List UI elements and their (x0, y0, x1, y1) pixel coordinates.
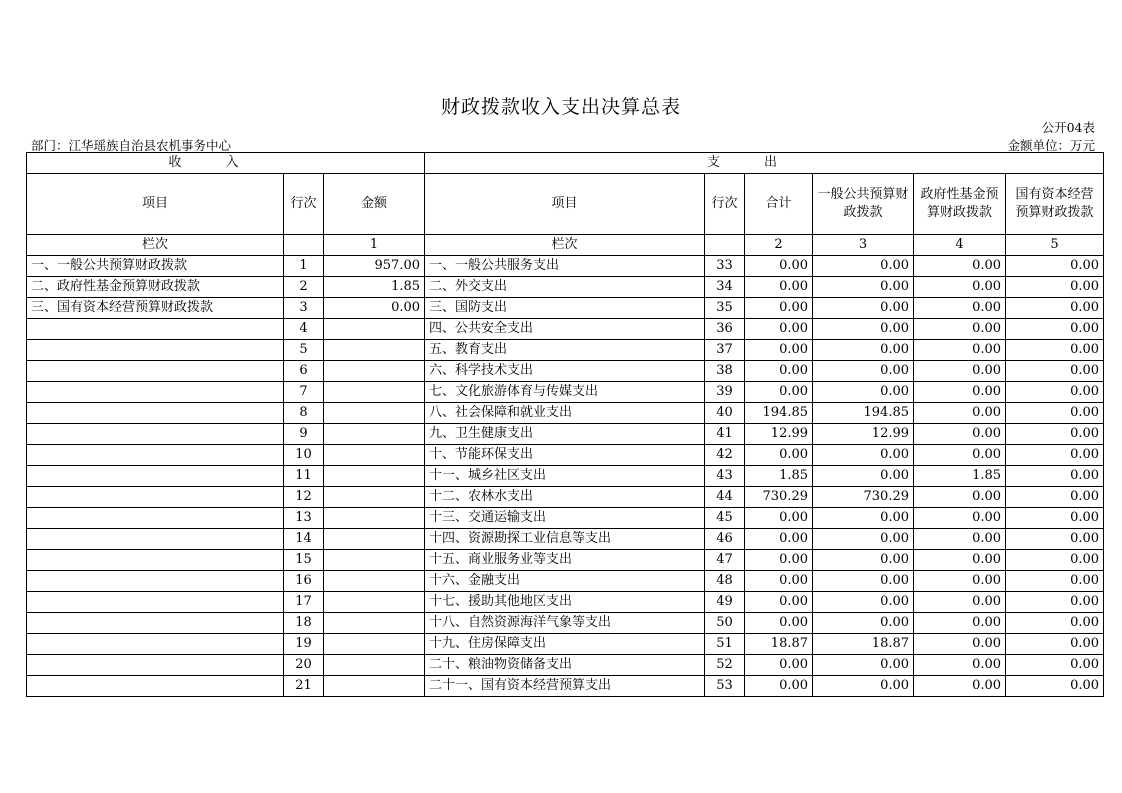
income-item-cell (27, 529, 284, 550)
expense-line-no-cell: 36 (705, 319, 745, 340)
expense-gov-fund-cell: 0.00 (914, 571, 1006, 592)
income-item-cell (27, 508, 284, 529)
expense-gov-fund-cell: 0.00 (914, 592, 1006, 613)
expense-general-budget-cell: 0.00 (813, 655, 914, 676)
expense-total-cell: 0.00 (745, 382, 813, 403)
income-line-no-cell: 16 (284, 571, 324, 592)
table-row (27, 676, 1104, 697)
income-line-no-cell: 3 (284, 298, 324, 319)
income-item-cell (27, 340, 284, 361)
header-item: 项目 (27, 174, 284, 235)
income-amount-cell (324, 571, 425, 592)
table-row (27, 319, 1104, 340)
income-item-cell: 二、政府性基金预算财政拨款 (27, 277, 284, 298)
income-item-cell (27, 487, 284, 508)
expense-general-budget-cell: 0.00 (813, 613, 914, 634)
table-row (27, 424, 1104, 445)
income-amount-cell (324, 466, 425, 487)
expense-gov-fund-cell: 1.85 (914, 466, 1006, 487)
income-item-cell (27, 550, 284, 571)
expense-item-cell: 十、节能环保支出 (425, 445, 705, 466)
expense-general-budget-cell: 0.00 (813, 277, 914, 298)
expense-line-no-cell: 41 (705, 424, 745, 445)
expense-item-cell: 十二、农林水支出 (425, 487, 705, 508)
expense-item-cell: 十一、城乡社区支出 (425, 466, 705, 487)
header-state-capital: 国有资本经营预算财政拨款 (1006, 174, 1104, 235)
expense-general-budget-cell: 0.00 (813, 340, 914, 361)
expense-item-cell: 一、一般公共服务支出 (425, 256, 705, 277)
expense-state-capital-cell: 0.00 (1006, 613, 1104, 634)
table-row (27, 445, 1104, 466)
expense-gov-fund-cell: 0.00 (914, 445, 1006, 466)
col-index-label-left: 栏次 (27, 235, 284, 256)
expense-gov-fund-cell: 0.00 (914, 319, 1006, 340)
expense-state-capital-cell: 0.00 (1006, 655, 1104, 676)
expense-general-budget-cell: 194.85 (813, 403, 914, 424)
income-line-no-cell: 10 (284, 445, 324, 466)
expense-item-cell: 五、教育支出 (425, 340, 705, 361)
income-amount-cell (324, 382, 425, 403)
income-item-cell (27, 592, 284, 613)
expense-total-cell: 0.00 (745, 361, 813, 382)
expense-gov-fund-cell: 0.00 (914, 529, 1006, 550)
expense-item-cell: 九、卫生健康支出 (425, 424, 705, 445)
expense-state-capital-cell: 0.00 (1006, 676, 1104, 697)
table-row (27, 403, 1104, 424)
expense-line-no-cell: 34 (705, 277, 745, 298)
expense-general-budget-cell: 0.00 (813, 592, 914, 613)
expense-total-cell: 194.85 (745, 403, 813, 424)
income-amount-cell (324, 655, 425, 676)
income-amount-cell (324, 487, 425, 508)
unit-label: 金额单位：万元 (1007, 138, 1095, 153)
header-gov-fund: 政府性基金预算财政拨款 (914, 174, 1006, 235)
expense-line-no-cell: 52 (705, 655, 745, 676)
income-amount-cell (324, 634, 425, 655)
expense-item-cell: 四、公共安全支出 (425, 319, 705, 340)
expense-general-budget-cell: 0.00 (813, 571, 914, 592)
table-row (27, 256, 1104, 277)
expense-gov-fund-cell: 0.00 (914, 613, 1006, 634)
expense-state-capital-cell: 0.00 (1006, 361, 1104, 382)
expense-state-capital-cell: 0.00 (1006, 634, 1104, 655)
income-line-no-cell: 1 (284, 256, 324, 277)
income-amount-cell (324, 403, 425, 424)
expense-total-cell: 0.00 (745, 529, 813, 550)
col-index-empty (284, 235, 324, 256)
income-item-cell (27, 424, 284, 445)
expense-item-cell: 七、文化旅游体育与传媒支出 (425, 382, 705, 403)
income-item-cell: 一、一般公共预算财政拨款 (27, 256, 284, 277)
header-item2: 项目 (425, 174, 705, 235)
col-index-5: 5 (1006, 235, 1104, 256)
expense-state-capital-cell: 0.00 (1006, 256, 1104, 277)
expense-total-cell: 0.00 (745, 340, 813, 361)
expense-line-no-cell: 46 (705, 529, 745, 550)
income-line-no-cell: 2 (284, 277, 324, 298)
table-row (27, 361, 1104, 382)
income-item-cell (27, 466, 284, 487)
expense-total-cell: 0.00 (745, 277, 813, 298)
income-amount-cell (324, 319, 425, 340)
table-row (27, 655, 1104, 676)
expense-line-no-cell: 50 (705, 613, 745, 634)
expense-item-cell: 八、社会保障和就业支出 (425, 403, 705, 424)
expense-item-cell: 十八、自然资源海洋气象等支出 (425, 613, 705, 634)
income-amount-cell (324, 424, 425, 445)
income-item-cell (27, 613, 284, 634)
expense-total-cell: 0.00 (745, 445, 813, 466)
expense-gov-fund-cell: 0.00 (914, 277, 1006, 298)
expense-line-no-cell: 48 (705, 571, 745, 592)
expense-gov-fund-cell: 0.00 (914, 655, 1006, 676)
expense-item-cell: 二十一、国有资本经营预算支出 (425, 676, 705, 697)
expense-total-cell: 0.00 (745, 256, 813, 277)
income-line-no-cell: 17 (284, 592, 324, 613)
income-amount-cell (324, 676, 425, 697)
expense-line-no-cell: 35 (705, 298, 745, 319)
col-index-empty (705, 235, 745, 256)
expense-line-no-cell: 51 (705, 634, 745, 655)
col-index-label-right: 栏次 (425, 235, 705, 256)
expense-state-capital-cell: 0.00 (1006, 466, 1104, 487)
header-general-budget: 一般公共预算财政拨款 (813, 174, 914, 235)
income-amount-cell (324, 592, 425, 613)
expense-general-budget-cell: 0.00 (813, 298, 914, 319)
expense-general-budget-cell: 0.00 (813, 361, 914, 382)
income-amount-cell (324, 508, 425, 529)
expense-total-cell: 0.00 (745, 319, 813, 340)
income-line-no-cell: 13 (284, 508, 324, 529)
table-row (27, 634, 1104, 655)
expense-general-budget-cell: 0.00 (813, 256, 914, 277)
income-amount-cell (324, 529, 425, 550)
table-row (27, 613, 1104, 634)
income-item-cell (27, 676, 284, 697)
expense-general-budget-cell: 18.87 (813, 634, 914, 655)
section-expense: 支出 (425, 153, 1104, 174)
expense-total-cell: 18.87 (745, 634, 813, 655)
expense-state-capital-cell: 0.00 (1006, 592, 1104, 613)
report-title: 财政拨款收入支出决算总表 (440, 96, 681, 118)
income-amount-cell: 0.00 (324, 298, 425, 319)
expense-total-cell: 1.85 (745, 466, 813, 487)
expense-line-no-cell: 37 (705, 340, 745, 361)
table-row (27, 571, 1104, 592)
expense-gov-fund-cell: 0.00 (914, 487, 1006, 508)
section-income: 收入 (27, 153, 425, 174)
column-index-row (27, 235, 1104, 256)
expense-gov-fund-cell: 0.00 (914, 424, 1006, 445)
income-item-cell (27, 634, 284, 655)
expense-state-capital-cell: 0.00 (1006, 298, 1104, 319)
income-item-cell (27, 655, 284, 676)
table-row (27, 592, 1104, 613)
income-line-no-cell: 15 (284, 550, 324, 571)
expense-state-capital-cell: 0.00 (1006, 508, 1104, 529)
expense-line-no-cell: 44 (705, 487, 745, 508)
col-index-3: 3 (813, 235, 914, 256)
table-row (27, 466, 1104, 487)
expense-gov-fund-cell: 0.00 (914, 298, 1006, 319)
income-amount-cell: 1.85 (324, 277, 425, 298)
expense-total-cell: 0.00 (745, 298, 813, 319)
expense-gov-fund-cell: 0.00 (914, 676, 1006, 697)
expense-line-no-cell: 43 (705, 466, 745, 487)
income-line-no-cell: 11 (284, 466, 324, 487)
report-table (26, 152, 1104, 697)
expense-general-budget-cell: 0.00 (813, 676, 914, 697)
expense-state-capital-cell: 0.00 (1006, 403, 1104, 424)
expense-state-capital-cell: 0.00 (1006, 277, 1104, 298)
income-item-cell (27, 382, 284, 403)
doc-code: 公开04表 (1041, 120, 1095, 135)
expense-state-capital-cell: 0.00 (1006, 424, 1104, 445)
expense-item-cell: 十五、商业服务业等支出 (425, 550, 705, 571)
income-line-no-cell: 4 (284, 319, 324, 340)
expense-item-cell: 六、科学技术支出 (425, 361, 705, 382)
income-item-cell (27, 361, 284, 382)
expense-gov-fund-cell: 0.00 (914, 403, 1006, 424)
expense-line-no-cell: 47 (705, 550, 745, 571)
header-total: 合计 (745, 174, 813, 235)
income-item-cell (27, 319, 284, 340)
expense-item-cell: 十六、金融支出 (425, 571, 705, 592)
header-amount: 金额 (324, 174, 425, 235)
expense-state-capital-cell: 0.00 (1006, 319, 1104, 340)
income-line-no-cell: 21 (284, 676, 324, 697)
table-row (27, 277, 1104, 298)
expense-general-budget-cell: 0.00 (813, 466, 914, 487)
expense-item-cell: 三、国防支出 (425, 298, 705, 319)
income-line-no-cell: 14 (284, 529, 324, 550)
expense-line-no-cell: 45 (705, 508, 745, 529)
income-line-no-cell: 12 (284, 487, 324, 508)
expense-total-cell: 0.00 (745, 613, 813, 634)
income-line-no-cell: 7 (284, 382, 324, 403)
expense-general-budget-cell: 730.29 (813, 487, 914, 508)
expense-general-budget-cell: 0.00 (813, 550, 914, 571)
expense-line-no-cell: 40 (705, 403, 745, 424)
expense-state-capital-cell: 0.00 (1006, 571, 1104, 592)
section-header-row (27, 153, 1104, 174)
expense-gov-fund-cell: 0.00 (914, 256, 1006, 277)
income-line-no-cell: 20 (284, 655, 324, 676)
col-index-2: 2 (745, 235, 813, 256)
expense-total-cell: 730.29 (745, 487, 813, 508)
table-row (27, 529, 1104, 550)
table-row (27, 508, 1104, 529)
expense-state-capital-cell: 0.00 (1006, 340, 1104, 361)
income-line-no-cell: 8 (284, 403, 324, 424)
expense-total-cell: 0.00 (745, 676, 813, 697)
income-line-no-cell: 6 (284, 361, 324, 382)
expense-general-budget-cell: 12.99 (813, 424, 914, 445)
department-label: 部门：江华瑶族自治县农机事务中心 (31, 138, 232, 153)
income-amount-cell (324, 445, 425, 466)
expense-state-capital-cell: 0.00 (1006, 487, 1104, 508)
expense-gov-fund-cell: 0.00 (914, 382, 1006, 403)
expense-gov-fund-cell: 0.00 (914, 361, 1006, 382)
header-line-no2: 行次 (705, 174, 745, 235)
income-amount-cell (324, 550, 425, 571)
expense-general-budget-cell: 0.00 (813, 445, 914, 466)
income-item-cell (27, 403, 284, 424)
expense-gov-fund-cell: 0.00 (914, 508, 1006, 529)
expense-general-budget-cell: 0.00 (813, 508, 914, 529)
table-row (27, 382, 1104, 403)
income-line-no-cell: 19 (284, 634, 324, 655)
expense-line-no-cell: 39 (705, 382, 745, 403)
income-amount-cell (324, 340, 425, 361)
column-header-row (27, 174, 1104, 235)
expense-total-cell: 0.00 (745, 655, 813, 676)
expense-state-capital-cell: 0.00 (1006, 550, 1104, 571)
income-line-no-cell: 18 (284, 613, 324, 634)
header-line-no: 行次 (284, 174, 324, 235)
expense-item-cell: 二十、粮油物资储备支出 (425, 655, 705, 676)
expense-gov-fund-cell: 0.00 (914, 550, 1006, 571)
expense-total-cell: 0.00 (745, 571, 813, 592)
expense-total-cell: 0.00 (745, 592, 813, 613)
expense-line-no-cell: 38 (705, 361, 745, 382)
expense-general-budget-cell: 0.00 (813, 319, 914, 340)
col-index-4: 4 (914, 235, 1006, 256)
income-line-no-cell: 9 (284, 424, 324, 445)
income-item-cell (27, 571, 284, 592)
expense-state-capital-cell: 0.00 (1006, 445, 1104, 466)
expense-line-no-cell: 49 (705, 592, 745, 613)
expense-line-no-cell: 42 (705, 445, 745, 466)
income-amount-cell (324, 361, 425, 382)
expense-item-cell: 十九、住房保障支出 (425, 634, 705, 655)
income-line-no-cell: 5 (284, 340, 324, 361)
expense-total-cell: 0.00 (745, 550, 813, 571)
table-row (27, 298, 1104, 319)
income-item-cell (27, 445, 284, 466)
expense-general-budget-cell: 0.00 (813, 382, 914, 403)
expense-total-cell: 12.99 (745, 424, 813, 445)
expense-line-no-cell: 53 (705, 676, 745, 697)
expense-line-no-cell: 33 (705, 256, 745, 277)
expense-item-cell: 十四、资源勘探工业信息等支出 (425, 529, 705, 550)
income-amount-cell (324, 613, 425, 634)
table-row (27, 487, 1104, 508)
table-row (27, 550, 1104, 571)
expense-item-cell: 十三、交通运输支出 (425, 508, 705, 529)
col-index-1: 1 (324, 235, 425, 256)
expense-general-budget-cell: 0.00 (813, 529, 914, 550)
income-item-cell: 三、国有资本经营预算财政拨款 (27, 298, 284, 319)
expense-item-cell: 二、外交支出 (425, 277, 705, 298)
expense-state-capital-cell: 0.00 (1006, 529, 1104, 550)
expense-gov-fund-cell: 0.00 (914, 340, 1006, 361)
expense-gov-fund-cell: 0.00 (914, 634, 1006, 655)
expense-total-cell: 0.00 (745, 508, 813, 529)
expense-state-capital-cell: 0.00 (1006, 382, 1104, 403)
expense-item-cell: 十七、援助其他地区支出 (425, 592, 705, 613)
income-amount-cell: 957.00 (324, 256, 425, 277)
table-row (27, 340, 1104, 361)
